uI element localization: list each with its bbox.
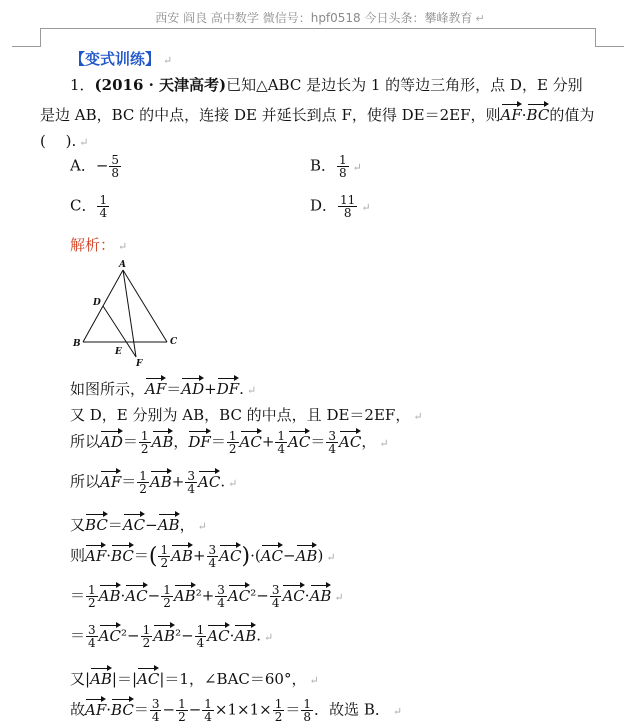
- square: ²: [175, 626, 182, 645]
- fraction: [207, 544, 219, 569]
- paren: (: [148, 544, 158, 569]
- vector-ad: AD: [100, 432, 123, 451]
- return-mark-icon: ↵: [413, 410, 423, 423]
- analysis-label: [70, 234, 127, 255]
- denominator: 8: [343, 206, 352, 220]
- numerator: 1: [303, 697, 312, 711]
- numerator: 3: [187, 469, 195, 483]
- denominator: 2: [88, 596, 96, 610]
- vector-ac: AC: [227, 586, 251, 605]
- fraction: [141, 624, 153, 649]
- square: ²: [195, 586, 202, 605]
- fraction: [86, 624, 98, 649]
- plus: +: [204, 380, 217, 398]
- square: ²: [250, 586, 257, 605]
- fraction: [158, 544, 170, 569]
- label-a: A: [119, 260, 126, 270]
- equals: ＝: [210, 432, 226, 451]
- vector-ac: AC: [137, 670, 160, 688]
- header-rule: [40, 28, 595, 29]
- plus: +: [201, 586, 215, 605]
- option-b: [310, 154, 362, 179]
- numerator: 1: [274, 697, 283, 711]
- numerator: 3: [208, 543, 217, 557]
- fraction: [301, 698, 313, 723]
- solution-line-6: [70, 544, 336, 569]
- vector-ab: AB: [151, 432, 174, 451]
- numerator: 1: [99, 193, 108, 207]
- vector-bc: BC: [111, 700, 134, 719]
- text: 故: [70, 700, 86, 719]
- return-mark-icon: ↵: [334, 590, 344, 604]
- segment-ac: [123, 270, 167, 342]
- equals: ＝: [70, 626, 86, 645]
- text: 则: [70, 546, 86, 565]
- text: 如图所示，: [70, 380, 146, 398]
- minus: −: [256, 586, 269, 605]
- header-corner-right: [595, 28, 624, 47]
- problem-text-3: 的值为: [549, 106, 595, 124]
- plus: +: [171, 472, 185, 491]
- denominator: 8: [339, 166, 347, 180]
- option-a-fraction: [109, 154, 121, 179]
- denominator: 2: [274, 710, 283, 724]
- dot-symbol: ·: [250, 546, 255, 565]
- vector-ab: AB: [234, 626, 257, 645]
- solution-line-2: [70, 404, 423, 425]
- page-header: [0, 9, 640, 26]
- one: 1: [227, 700, 238, 719]
- option-c-label: C．: [70, 196, 97, 215]
- vector-af: AF: [500, 106, 522, 124]
- times: ×: [214, 700, 228, 719]
- vector-af: AF: [145, 380, 167, 398]
- paren: ): [317, 546, 324, 565]
- return-mark-icon: ↵: [246, 384, 257, 397]
- fraction: [326, 430, 338, 455]
- numerator: 3: [271, 583, 280, 597]
- return-mark-icon: ↵: [361, 200, 371, 214]
- denominator: 4: [271, 596, 280, 610]
- numerator: 3: [328, 429, 336, 443]
- vector-bc: BC: [85, 516, 108, 534]
- return-mark-icon: ↵: [197, 520, 207, 533]
- denominator: 4: [88, 636, 96, 650]
- header-text: 西安 阎良 高中数学 微信号：hpf0518 今日头条：攀峰教育: [155, 11, 473, 25]
- minus: −: [147, 586, 161, 605]
- denominator: 8: [303, 710, 312, 724]
- vector-ab: AB: [149, 472, 172, 491]
- solution-line-10: [70, 698, 402, 723]
- return-mark-icon: ↵: [326, 550, 336, 564]
- vector-ab: AB: [98, 586, 121, 605]
- fraction: [185, 470, 197, 495]
- denominator: 8: [111, 166, 120, 180]
- numerator: 3: [88, 623, 96, 637]
- return-mark-icon: ↵: [228, 476, 238, 490]
- denominator: 2: [160, 556, 169, 570]
- equals: ＝: [121, 472, 137, 491]
- option-b-fraction: [337, 154, 349, 179]
- vector-ab: AB: [171, 546, 193, 565]
- vector-ac: AC: [207, 626, 230, 645]
- problem-number: 1．: [70, 76, 95, 94]
- numerator: 11: [340, 193, 356, 207]
- section-title: [70, 48, 172, 69]
- vector-ac: AC: [282, 586, 305, 605]
- denominator: 2: [163, 596, 171, 610]
- return-mark-icon: ↵: [392, 704, 403, 718]
- numerator: 1: [277, 429, 286, 443]
- fraction: [176, 698, 188, 723]
- dot-symbol: ·: [106, 700, 112, 719]
- solution-line-3: 所以AD＝ $\frac{1}{2}$ AB，DF＝ $\frac{1}{2}$ AC+ $\frac{1}{4}$ AC＝ $\frac{3}{4}$ AC， ↵: [70, 429, 389, 456]
- numerator: 1: [178, 697, 186, 711]
- vector-ab: AB: [309, 586, 332, 605]
- denominator: 4: [187, 482, 195, 496]
- minus: −: [126, 626, 140, 645]
- equals: ＝: [122, 432, 138, 451]
- vector-ac: AC: [122, 516, 146, 534]
- vector-ad: AD: [181, 380, 205, 398]
- option-d-label: D．: [310, 196, 338, 215]
- dot-symbol: ·: [106, 546, 112, 565]
- return-mark-icon: ↵: [475, 12, 485, 25]
- numerator: 1: [339, 153, 347, 167]
- fraction: [270, 584, 282, 609]
- vector-ab: AB: [295, 546, 318, 565]
- solution-line-4: 所以AF＝ $\frac{1}{2}$ AB+ $\frac{3}{4}$ AC. ↵: [70, 469, 238, 496]
- problem-text-1: 已知△ABC 是边长为 1 的等边三角形，点 D，E 分别: [226, 76, 583, 94]
- fraction: [139, 430, 151, 455]
- text: 所以: [70, 432, 101, 451]
- minus: −: [188, 700, 202, 719]
- denominator: 4: [277, 442, 286, 456]
- return-mark-icon: ↵: [264, 630, 274, 644]
- text: 又|: [70, 670, 91, 688]
- vector-ab: AB: [157, 516, 180, 534]
- fraction: [275, 430, 287, 455]
- text: 所以: [70, 472, 101, 491]
- label-f: F: [136, 359, 143, 368]
- option-c-fraction: [97, 194, 109, 219]
- label-e: E: [115, 347, 122, 357]
- return-mark-icon: ↵: [163, 54, 173, 67]
- denominator: 4: [196, 636, 205, 650]
- denominator: 4: [151, 710, 160, 724]
- fraction: [227, 430, 239, 455]
- numerator: 1: [88, 583, 96, 597]
- header-corner-left: [12, 28, 41, 47]
- dot-symbol: ·: [521, 106, 527, 124]
- numerator: 1: [139, 469, 147, 483]
- problem-line-3: [40, 130, 88, 151]
- problem-line-1: [70, 74, 583, 95]
- denominator: 2: [140, 442, 149, 456]
- denominator: 2: [178, 710, 186, 724]
- minus: −: [283, 546, 296, 565]
- dot-symbol: ·: [229, 626, 235, 645]
- abs-bar: |: [111, 670, 117, 688]
- section-title-text: 【变式训练】: [70, 50, 161, 68]
- option-a-label: A．: [70, 156, 96, 175]
- return-mark-icon: ↵: [379, 436, 389, 450]
- numerator: 5: [111, 153, 120, 167]
- numerator: 3: [151, 697, 160, 711]
- fraction: [202, 698, 214, 723]
- times: ×: [237, 700, 250, 719]
- vector-af: AF: [85, 546, 107, 565]
- plus: +: [261, 432, 275, 451]
- return-mark-icon: ↵: [352, 160, 362, 174]
- solution-line-8: ＝ $\frac{3}{4}$ AC²− $\frac{1}{2}$ AB²− $\frac{1}{4}$ AC·AB. ↵: [70, 623, 274, 650]
- analysis-label-text: 解析：: [70, 236, 116, 254]
- numerator: 1: [140, 429, 149, 443]
- equals: ＝: [310, 432, 326, 451]
- equals: ＝: [166, 380, 182, 398]
- vector-ac: AC: [339, 432, 362, 451]
- answer-blank: ( ).: [40, 132, 77, 150]
- numerator: 1: [228, 429, 237, 443]
- denominator: 4: [99, 206, 108, 220]
- equals: ＝: [133, 546, 149, 565]
- denominator: 2: [228, 442, 237, 456]
- equals: ＝: [107, 516, 123, 534]
- vector-df: DF: [188, 432, 211, 451]
- vector-af: AF: [100, 472, 122, 491]
- triangle-figure: [66, 258, 196, 368]
- vector-ac: AC: [125, 586, 148, 605]
- vector-ac: AC: [288, 432, 311, 451]
- option-d: [310, 194, 371, 219]
- equals: ＝: [133, 700, 149, 719]
- fraction: [161, 584, 173, 609]
- minus: −: [145, 516, 158, 534]
- one: 1: [249, 700, 260, 719]
- denominator: 4: [208, 556, 217, 570]
- vector-ac: AC: [260, 546, 284, 565]
- text: ．故选 B．: [314, 700, 390, 719]
- text: .: [239, 380, 244, 398]
- abs-bar: |: [132, 670, 138, 688]
- vector-ac: AC: [239, 432, 262, 451]
- vector-bc: BC: [526, 106, 550, 124]
- problem-line-2: [40, 104, 594, 125]
- vector-af: AF: [85, 700, 107, 719]
- equals: ＝: [116, 670, 132, 688]
- fraction: [195, 624, 207, 649]
- numerator: 3: [217, 583, 225, 597]
- numerator: 1: [160, 543, 169, 557]
- vector-ab: AB: [90, 670, 112, 688]
- vector-ac: AC: [219, 546, 242, 565]
- vector-ac: AC: [98, 626, 121, 645]
- text: 又 D，E 分别为 AB，BC 的中点，且 DE＝2EF，: [70, 406, 411, 424]
- denominator: 2: [139, 482, 147, 496]
- denominator: 4: [217, 596, 225, 610]
- minus: −: [181, 626, 194, 645]
- equals: ＝: [70, 586, 86, 605]
- solution-line-1: [70, 378, 256, 399]
- minus: −: [162, 700, 176, 719]
- segment-af: [123, 270, 136, 357]
- solution-line-5: 又BC＝AC−AB， ↵: [70, 516, 207, 534]
- vector-bc: BC: [111, 546, 134, 565]
- denominator: 2: [142, 636, 151, 650]
- square: ²: [120, 626, 127, 645]
- option-c: [70, 194, 110, 219]
- denominator: 4: [204, 710, 212, 724]
- numerator: 1: [142, 623, 151, 637]
- dot-symbol: ·: [304, 586, 310, 605]
- paren: ): [241, 544, 251, 569]
- solution-line-7: [70, 584, 344, 609]
- fraction: [215, 584, 227, 609]
- times: ×: [259, 700, 272, 719]
- text: |＝1，∠BAC＝60°，: [159, 670, 307, 688]
- numerator: 1: [163, 583, 171, 597]
- fraction: [273, 698, 285, 723]
- fraction: [86, 584, 98, 609]
- vector-ab: AB: [173, 586, 196, 605]
- label-b: B: [73, 339, 81, 349]
- option-a: [70, 154, 122, 179]
- label-c: C: [170, 337, 178, 347]
- numerator: 1: [196, 623, 205, 637]
- dot-symbol: ·: [120, 586, 126, 605]
- equals: ＝: [285, 700, 301, 719]
- fraction: [150, 698, 162, 723]
- option-d-fraction: [338, 194, 357, 219]
- option-b-label: B．: [310, 156, 337, 175]
- option-a-sign: −: [95, 156, 109, 175]
- label-d: D: [93, 298, 101, 308]
- vector-df: DF: [216, 380, 240, 398]
- plus: +: [192, 546, 206, 565]
- text: 又: [70, 516, 86, 534]
- return-mark-icon: ↵: [79, 136, 89, 149]
- return-mark-icon: ↵: [309, 674, 319, 687]
- problem-text-2: 是边 AB，BC 的中点，连接 DE 并延长到点 F，使得 DE＝2EF，则: [40, 106, 501, 124]
- return-mark-icon: ↵: [118, 240, 128, 253]
- vector-ab: AB: [153, 626, 176, 645]
- problem-source: (2016 · 天津高考): [94, 76, 227, 94]
- paren: (: [254, 546, 261, 565]
- numerator: 1: [204, 697, 212, 711]
- denominator: 4: [328, 442, 336, 456]
- solution-line-9: [70, 668, 319, 689]
- vector-ac: AC: [198, 472, 221, 491]
- fraction: [137, 470, 149, 495]
